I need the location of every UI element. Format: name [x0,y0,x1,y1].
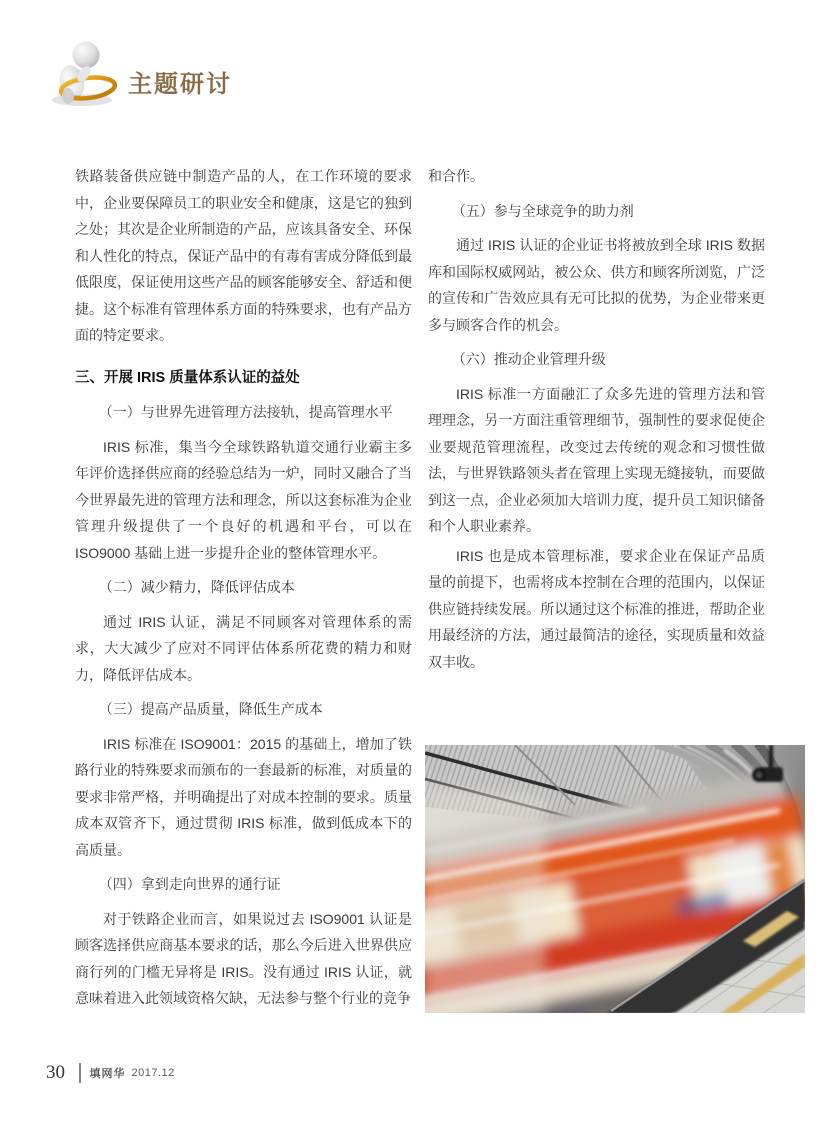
footer-divider [79,1063,81,1083]
paragraph: 通过 IRIS 认证，满足不同顾客对管理体系的需求，大大减少了应对不同评估体系所花费的精力和财力，降低评估成本。 [75,613,412,683]
page-header [44,38,232,108]
paragraph: 通过 IRIS 认证的企业证书将被放到全球 IRIS 数据库和国际权威网站，被公众、供方和顾客所浏览，广泛的宣传和广告效应具有无可比拟的优势，为企业带来更多与顾客合作的机会。 [428,237,765,333]
page-title: 主题研讨 [128,70,232,98]
page-footer [46,1062,175,1084]
paragraph: IRIS 标准一方面融汇了众多先进的管理方法和管理理念，另一方面注重管理细节，强制性的要求促使企业要规范管理流程，改变过去传统的观念和习惯性做法，与世界铁路领头者在管理上实现无缝接轨，而要做到这一点，企业必须加大培训力度，提升员工知识储备和个人职业素养。 [428,385,765,534]
paragraph: 和合作。 [428,168,484,184]
sub-heading: （二）减少精力，降低评估成本 [98,579,295,595]
section-heading: 三、开展 IRIS 质量体系认证的益处 [75,369,300,386]
sub-heading: （四）拿到走向世界的通行证 [98,876,281,892]
left-column [75,163,412,1015]
issue-date: 2017.12 [131,1067,175,1079]
paragraph: IRIS 标准在 ISO9001：2015 的基础上，增加了铁路行业的特殊要求而颁布的一套最新的标准，对质量的要求非常严格，并明确提出了对成本控制的要求。质量成本双管齐下，通过贯彻 IRIS 标准，做到低成本下的高质量。 [75,735,412,858]
page-number: 30 [46,1062,65,1083]
paragraph: 对于铁路企业而言，如果说过去 ISO9001 认证是顾客选择供应商基本要求的话，那么今后进入世界供应商行列的门槛无异将是 IRIS。没有通过 IRIS 认证，就意味着进入此领域资格欠缺，无法参与整个行业的竞争 [75,910,412,1006]
sub-heading: （一）与世界先进管理方法接轨，提高管理水平 [98,404,393,420]
sub-heading: （五）参与全球竞争的助力剂 [451,202,634,219]
sub-heading: （三）提高产品质量，降低生产成本 [98,701,323,717]
figure-with-magnifier-icon [44,38,118,108]
paragraph: 铁路装备供应链中制造产品的人，在工作环境的要求中，企业要保障员工的职业安全和健康，这是它的独到之处；其次是企业所制造的产品，应该具备安全、环保和人性化的特点，保证产品中的有毒有害成分降低到最低限度，保证使用这些产品的顾客能够安全、舒适和便捷。这个标准有管理体系方面的特殊要求，也有产品方面的特定要求。 [75,168,412,343]
journal-name: 填网华 [89,1068,126,1080]
sub-heading: （六）推动企业管理升级 [451,351,606,367]
paragraph: IRIS 也是成本管理标准，要求企业在保证产品质量的前提下，也需将成本控制在合理的范围内，以保证供应链持续发展。所以通过这个标准的推进，帮助企业用最经济的方法，通过最简洁的途径，实现质量和效益双丰收。 [428,547,765,670]
blurred-metro-train-photo [425,745,805,1013]
paragraph: IRIS 标准，集当今全球铁路轨道交通行业霸主多年评价选择供应商的经验总结为一炉，同时又融合了当今世界最先进的管理方法和理念，所以这套标准为企业管理升级提供了一个良好的机遇和平台，可以在 ISO9000 基础上进一步提升企业的整体管理水平。 [75,438,412,561]
